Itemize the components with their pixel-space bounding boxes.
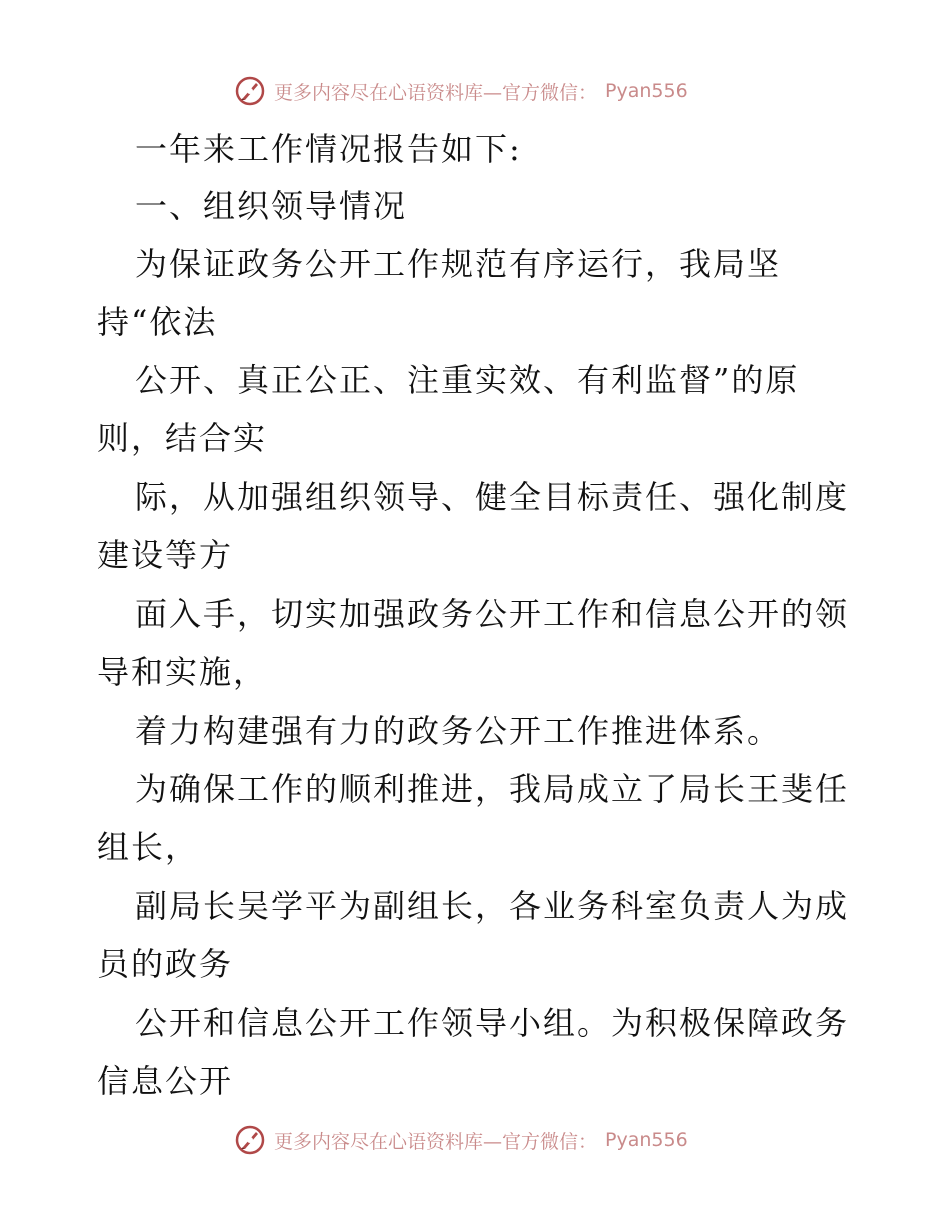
text-line: 建设等方 [97, 536, 234, 574]
section-heading: 一、组织领导情况 [135, 187, 408, 225]
quill-logo-icon [234, 1124, 266, 1156]
text-line: 为确保工作的顺利推进，我局成立了局长王斐任 [135, 770, 850, 808]
header-watermark [234, 71, 754, 111]
text-line: 际，从加强组织领导、健全目标责任、强化制度 [135, 478, 850, 516]
watermark-wechat-id: Pyan556 [605, 1129, 688, 1151]
text-line: 导和实施， [97, 653, 268, 691]
text-line: 信息公开 [97, 1062, 234, 1100]
text-line: 公开、真正公正、注重实效、有利监督”的原 [135, 361, 800, 399]
text-line: 则，结合实 [97, 419, 268, 457]
watermark-wechat-id: Pyan556 [605, 80, 688, 102]
text-line: 副局长吴学平为副组长，各业务科室负责人为成 [135, 887, 850, 925]
quill-logo-icon [234, 75, 266, 107]
text-line: 着力构建强有力的政务公开工作推进体系。 [135, 712, 782, 750]
text-line: 员的政务 [97, 945, 234, 983]
watermark-text: 更多内容尽在心语资料库—官方微信： [274, 1130, 598, 1153]
watermark-text: 更多内容尽在心语资料库—官方微信： [274, 81, 598, 104]
text-line: 持“依法 [97, 303, 218, 341]
text-line: 组长， [97, 828, 200, 866]
footer-watermark [234, 1120, 754, 1160]
text-line: 面入手，切实加强政务公开工作和信息公开的领 [135, 595, 850, 633]
text-line: 公开和信息公开工作领导小组。为积极保障政务 [135, 1004, 850, 1042]
text-line: 为保证政务公开工作规范有序运行，我局坚 [135, 245, 782, 283]
text-line: 一年来工作情况报告如下: [135, 130, 522, 168]
